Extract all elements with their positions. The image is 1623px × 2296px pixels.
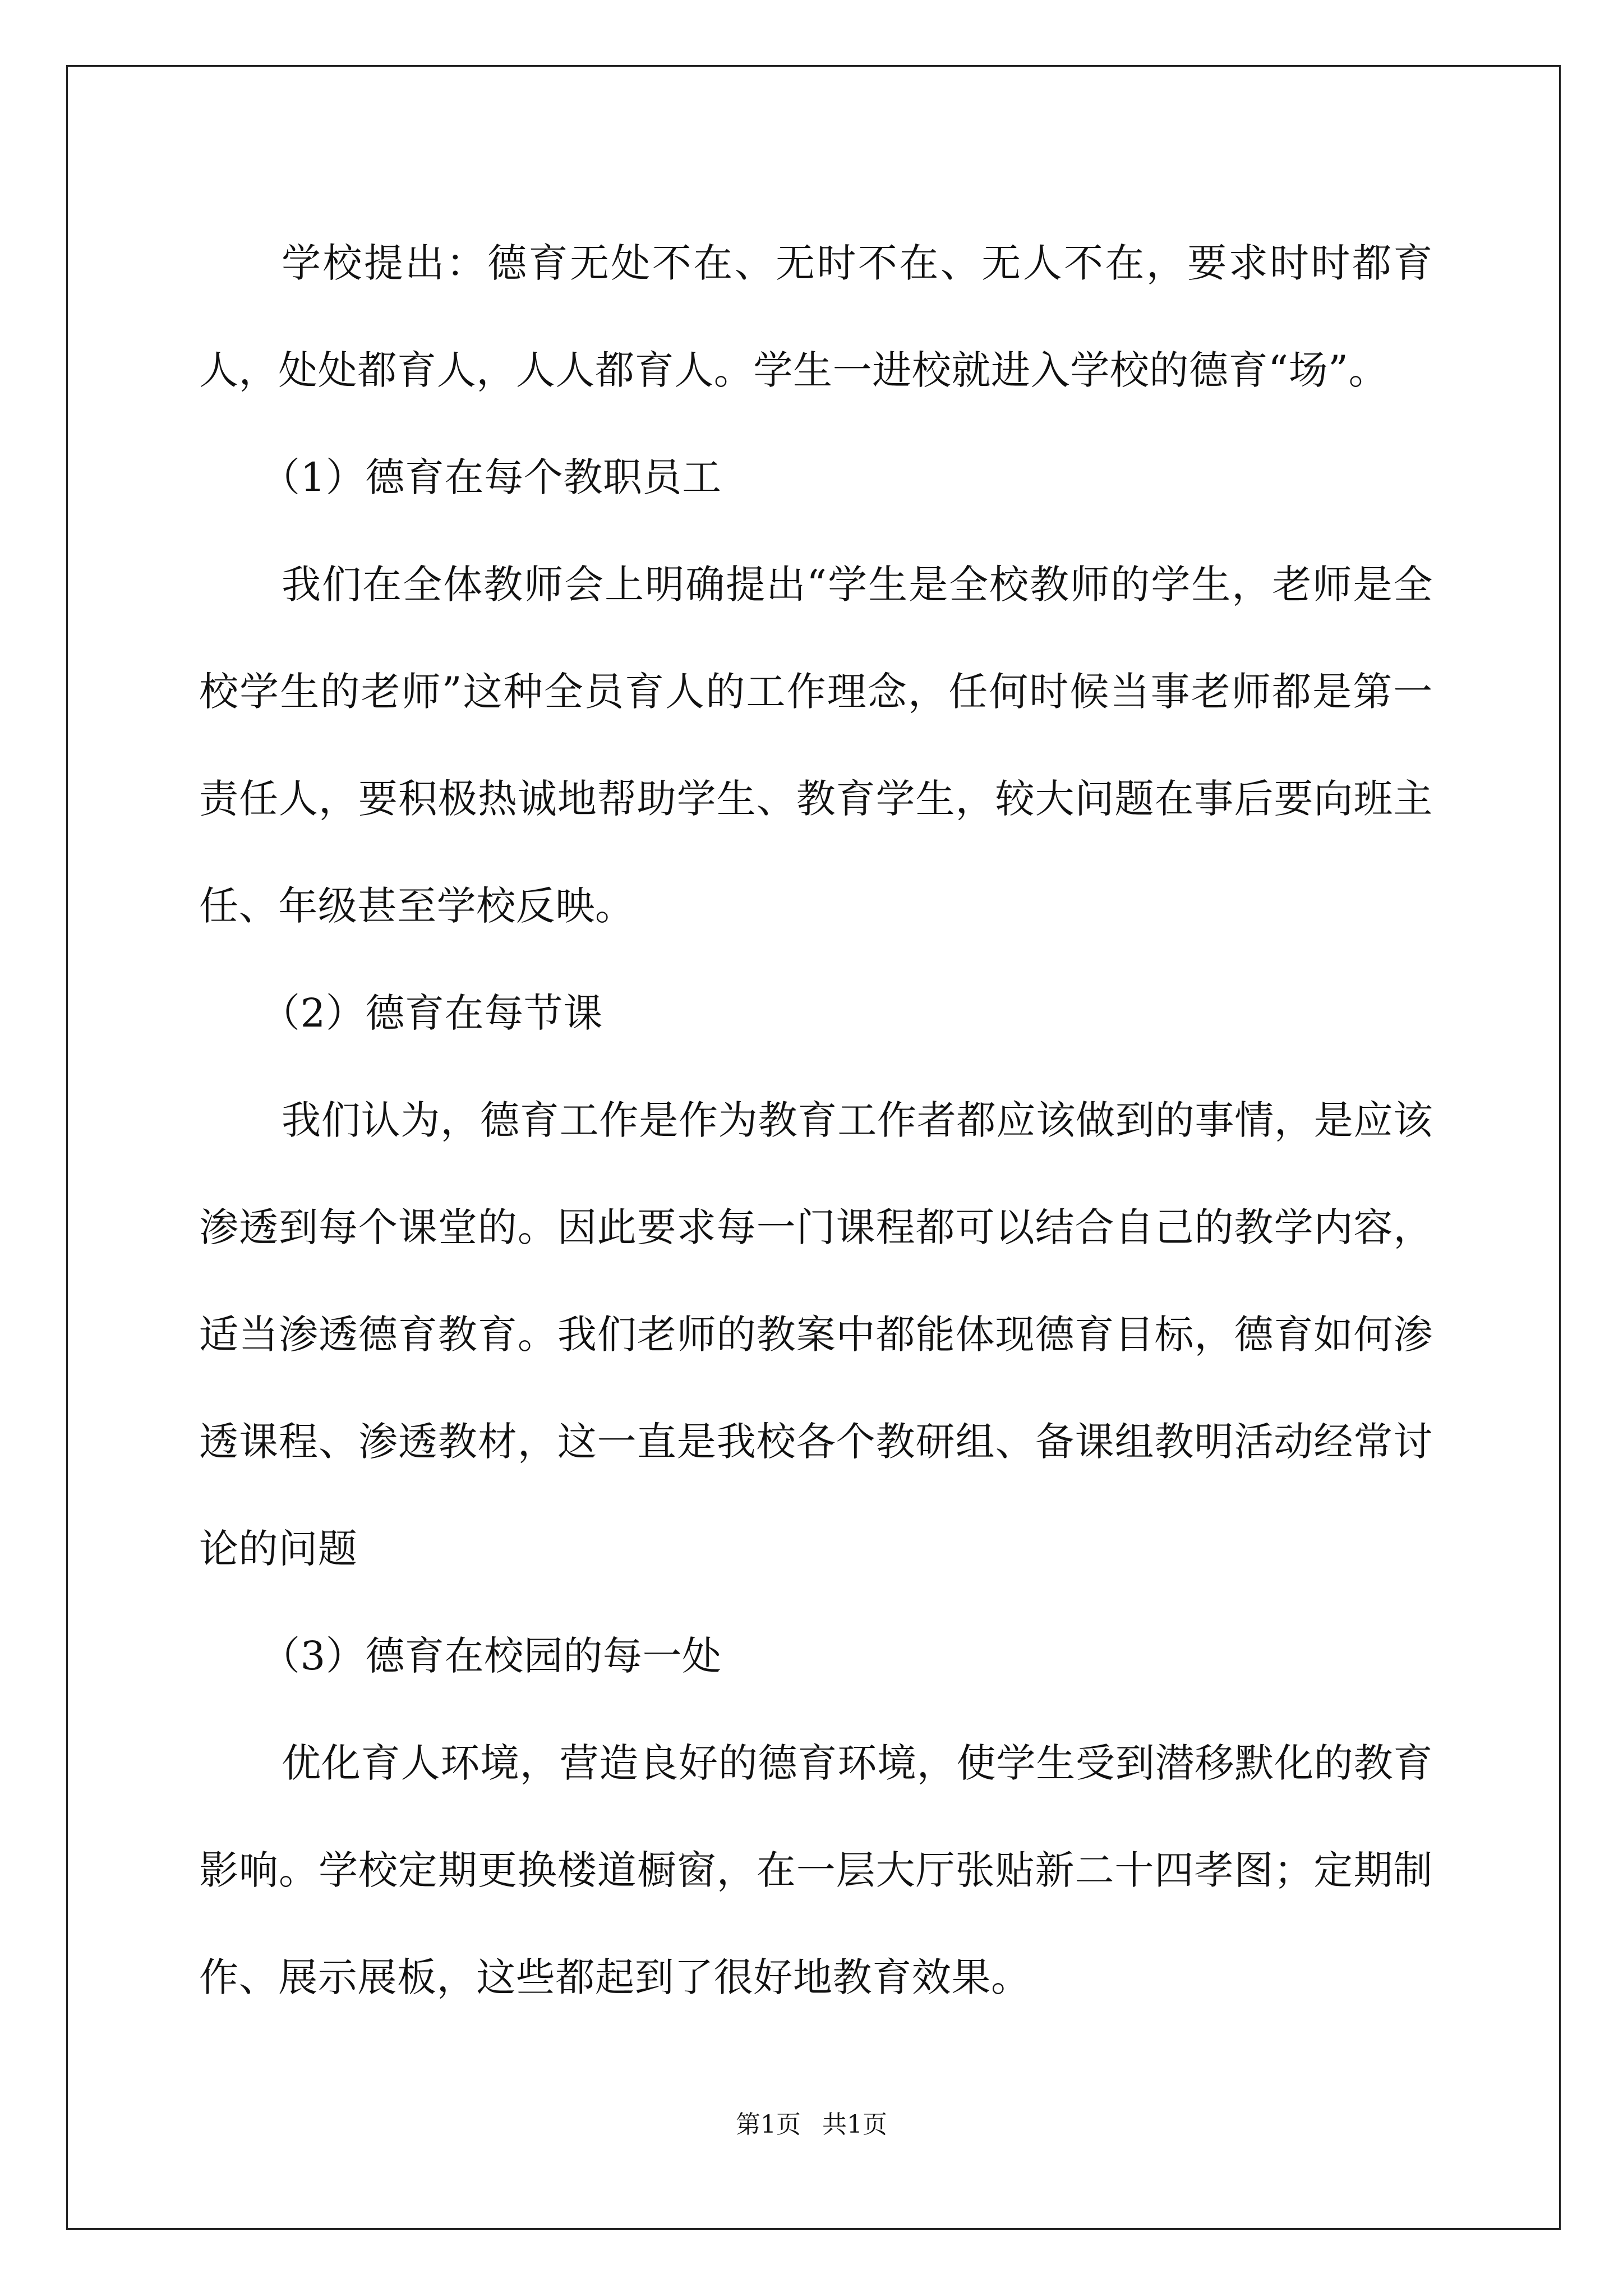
section-heading-1: （1）德育在每个教职员工 [261, 454, 722, 500]
section-heading-2: （2）德育在每节课 [261, 990, 603, 1036]
section-heading-3: （3）德育在校园的每一处 [261, 1633, 722, 1679]
paragraph-section-3: 优化育人环境，营造良好的德育环境，使学生受到潜移默化的教育影响。学校定期更换楼道橱窗，在一层大厅张贴新二十四孝图；定期制作、展示展板，这些都起到了很好地教育效果。 [199, 1740, 1433, 2000]
page-number-current: 第1页 [736, 2110, 801, 2139]
document-body [199, 210, 1433, 2031]
paragraph-section-1: 我们在全体教师会上明确提出“学生是全校教师的学生，老师是全校学生的老师”这种全员育人的工作理念，任何时候当事老师都是第一责任人，要积极热诚地帮助学生、教育学生，较大问题在事后要向班主任、年级甚至学校反映。 [199, 562, 1433, 929]
paragraph-section-2: 我们认为，德育工作是作为教育工作者都应该做到的事情，是应该渗透到每个课堂的。因此要求每一门课程都可以结合自己的教学内容，适当渗透德育教育。我们老师的教案中都能体现德育目标，德育如何渗透课程、渗透教材，这一直是我校各个教研组、备课组教明活动经常讨论的问题 [199, 1097, 1433, 1572]
page-number-total: 共1页 [822, 2110, 887, 2139]
page-footer [0, 2108, 1623, 2142]
paragraph-intro: 学校提出：德育无处不在、无时不在、无人不在，要求时时都育人，处处都育人，人人都育人。学生一进校就进入学校的德育“场”。 [199, 240, 1433, 393]
